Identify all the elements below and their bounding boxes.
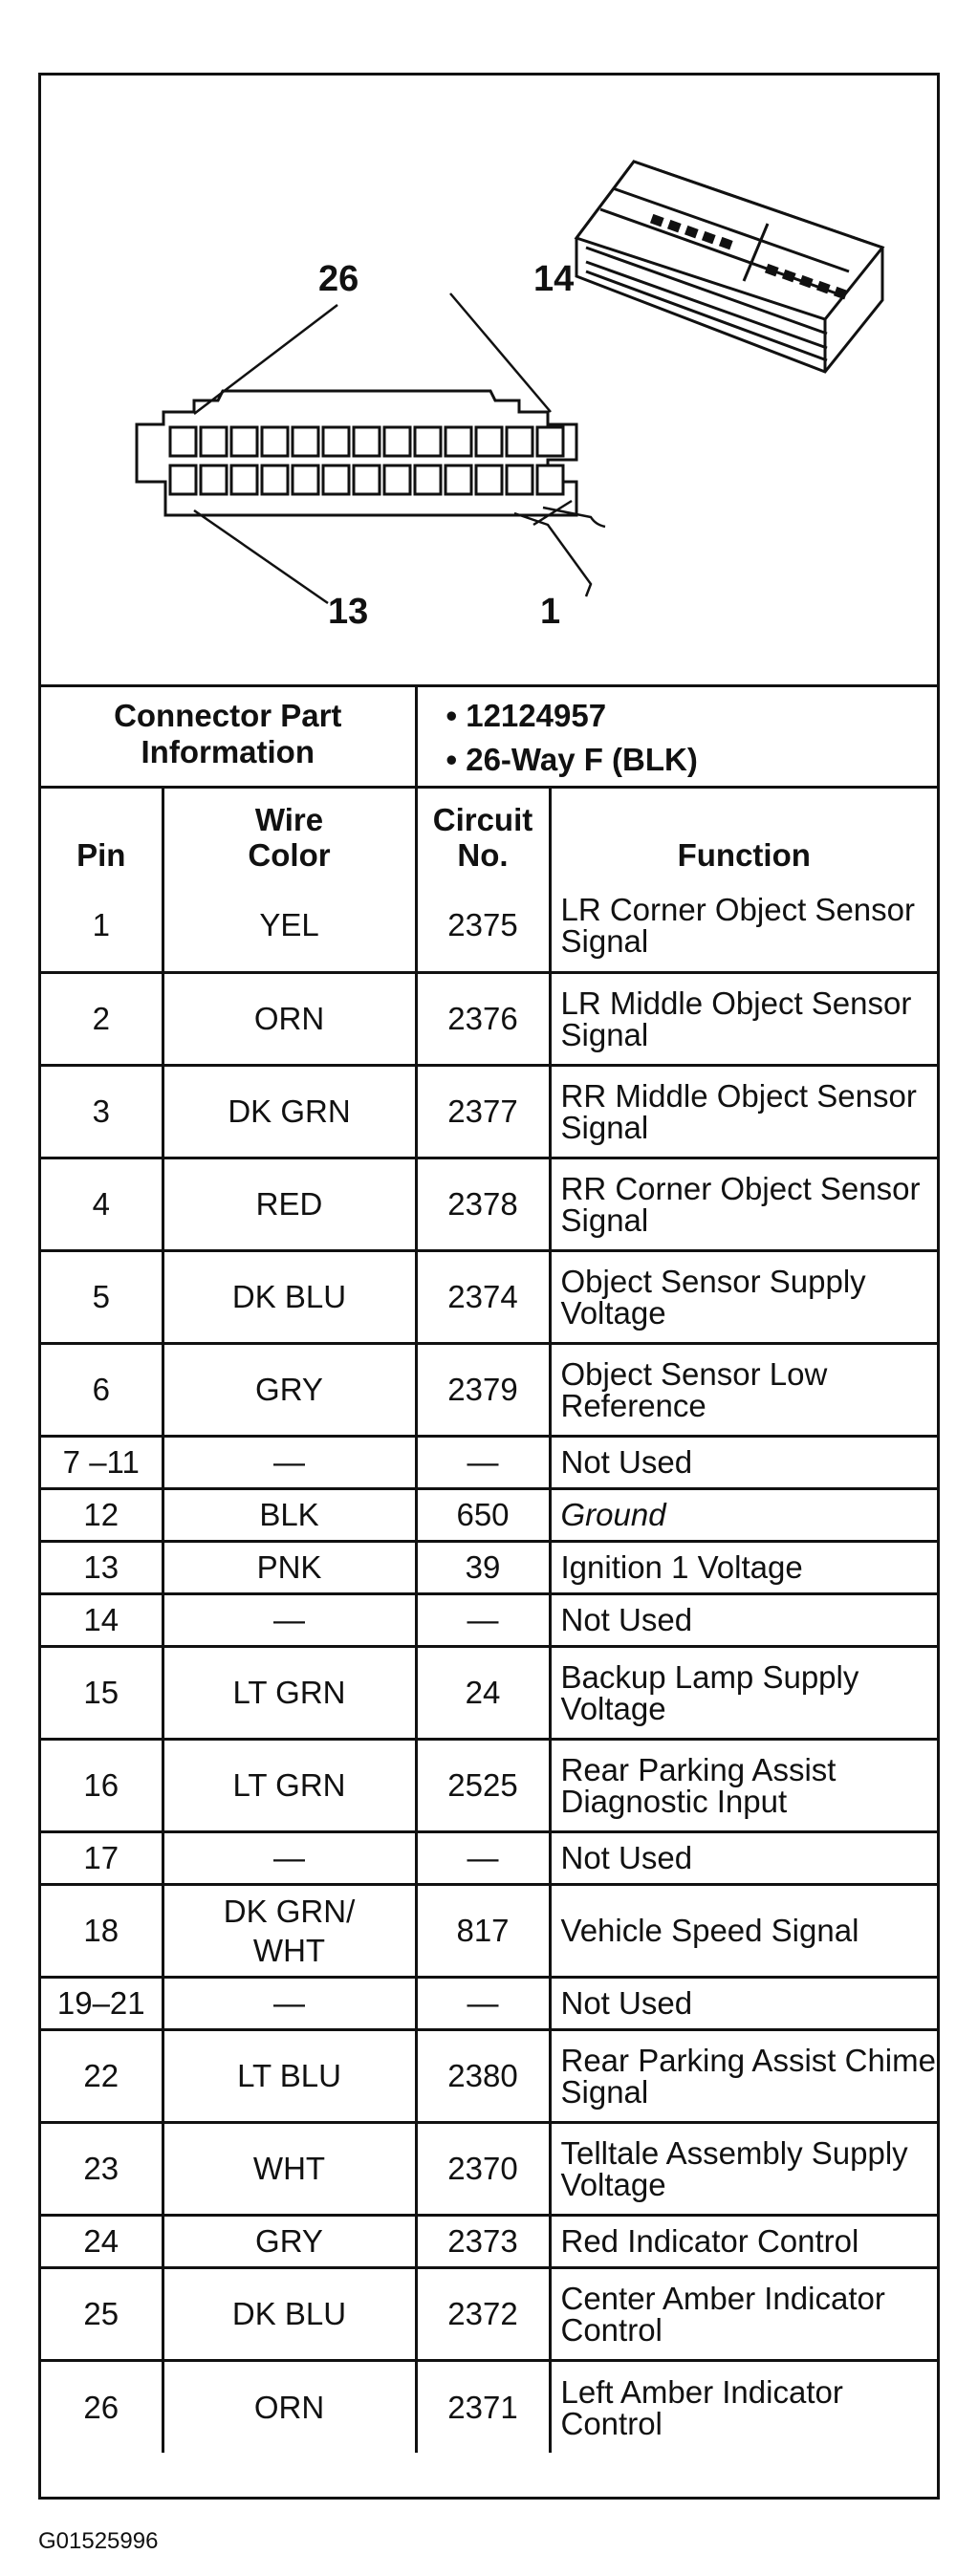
circuit-cell: 2377 (416, 1065, 550, 1158)
pin-callout-1: 1 (540, 592, 561, 632)
connector-cavity (537, 427, 563, 456)
connector-cavity (231, 465, 257, 494)
wire-color-cell: GRY (163, 1343, 416, 1436)
table-row (41, 1593, 937, 1646)
part-number: • 12124957 (446, 698, 607, 733)
wire-color-cell: LT BLU (163, 2029, 416, 2122)
function-cell: LR Middle Object Sensor Signal (550, 972, 937, 1065)
wire-color-cell: RED (163, 1158, 416, 1250)
connector-cavity (201, 427, 227, 456)
table-row (41, 1739, 937, 1831)
connector-info-label (41, 684, 416, 787)
pin-cell: 2 (41, 972, 163, 1065)
pin-callout-13: 13 (328, 592, 369, 632)
pin-cell: 19–21 (41, 1977, 163, 2029)
circuit-cell: 2379 (416, 1343, 550, 1436)
circuit-cell: 2380 (416, 2029, 550, 2122)
connector-cavity (170, 427, 196, 456)
circuit-cell: 2371 (416, 2360, 550, 2453)
table-row (41, 1977, 937, 2029)
table-row (41, 972, 937, 1065)
connector-cavity (201, 465, 227, 494)
pin-cell: 12 (41, 1488, 163, 1541)
function-cell: Rear Parking Assist Diagnostic Input (550, 1739, 937, 1831)
connector-info-values (416, 684, 937, 787)
pin-cell: 4 (41, 1158, 163, 1250)
pin-cell: 25 (41, 2267, 163, 2360)
connector-3d-view (576, 162, 882, 372)
circuit-cell: — (416, 1977, 550, 2029)
connector-cavity (537, 465, 563, 494)
function-cell: Not Used (550, 1436, 937, 1488)
wire-color-cell: YEL (163, 879, 416, 972)
connector-cavity (323, 427, 349, 456)
circuit-cell: 650 (416, 1488, 550, 1541)
pinout-table (41, 684, 937, 2453)
table-row (41, 1646, 937, 1739)
function-cell: Red Indicator Control (550, 2215, 937, 2267)
connector-cavity (293, 465, 318, 494)
pin-cell: 6 (41, 1343, 163, 1436)
connector-cavity (384, 465, 410, 494)
function-cell: Ground (550, 1488, 937, 1541)
wire-color-cell: — (163, 1436, 416, 1488)
function-cell: Backup Lamp Supply Voltage (550, 1646, 937, 1739)
pin-cell: 26 (41, 2360, 163, 2453)
circuit-cell: 2378 (416, 1158, 550, 1250)
function-cell: Left Amber Indicator Control (550, 2360, 937, 2453)
wire-color-cell: LT GRN (163, 1739, 416, 1831)
function-cell: Ignition 1 Voltage (550, 1541, 937, 1593)
wire-color-cell: PNK (163, 1541, 416, 1593)
circuit-cell: — (416, 1436, 550, 1488)
connector-info-row (41, 684, 937, 787)
connector-cavity (446, 465, 471, 494)
connector-cavity (446, 427, 471, 456)
function-cell: Object Sensor Supply Voltage (550, 1250, 937, 1343)
wire-color-cell: LT GRN (163, 1646, 416, 1739)
pin-cell: 1 (41, 879, 163, 972)
info-label-line2: Information (141, 733, 315, 769)
connector-cavity (170, 465, 196, 494)
function-cell: LR Corner Object Sensor Signal (550, 879, 937, 972)
connector-cavity (415, 427, 441, 456)
pin-cell: 15 (41, 1646, 163, 1739)
table-row (41, 1436, 937, 1488)
table-row (41, 2122, 937, 2215)
connector-cavity (293, 427, 318, 456)
table-row (41, 1343, 937, 1436)
figure-id: G01525996 (38, 2528, 159, 2554)
circuit-cell: 2370 (416, 2122, 550, 2215)
info-label-line1: Connector Part (114, 698, 342, 733)
pin-callout-26: 26 (318, 259, 359, 299)
function-cell: Not Used (550, 1977, 937, 2029)
pin-cell: 14 (41, 1593, 163, 1646)
function-cell: Object Sensor Low Reference (550, 1343, 937, 1436)
pin-cell: 22 (41, 2029, 163, 2122)
table-row (41, 2029, 937, 2122)
header-function: Function (550, 787, 937, 879)
header-pin: Pin (41, 787, 163, 879)
connector-illustration (41, 76, 937, 684)
connector-cavity (476, 427, 502, 456)
circuit-cell: 2376 (416, 972, 550, 1065)
wire-color-cell: — (163, 1831, 416, 1884)
pin-cell: 13 (41, 1541, 163, 1593)
connector-cavity (354, 427, 380, 456)
circuit-cell: 2525 (416, 1739, 550, 1831)
table-row (41, 2267, 937, 2360)
function-cell: Telltale Assembly Supply Voltage (550, 2122, 937, 2215)
pin-cell: 23 (41, 2122, 163, 2215)
circuit-cell: 39 (416, 1541, 550, 1593)
connector-description: • 26-Way F (BLK) (446, 741, 698, 777)
circuit-cell: 2374 (416, 1250, 550, 1343)
pin-cell: 7 –11 (41, 1436, 163, 1488)
wire-color-cell: GRY (163, 2215, 416, 2267)
wire-color-cell: DK GRN/ WHT (163, 1884, 416, 1977)
connector-cavity (415, 465, 441, 494)
table-row (41, 1884, 937, 1977)
connector-cavity (323, 465, 349, 494)
connector-frame (38, 73, 940, 2500)
function-cell: RR Corner Object Sensor Signal (550, 1158, 937, 1250)
wire-color-cell: ORN (163, 972, 416, 1065)
function-cell: Not Used (550, 1831, 937, 1884)
connector-cavity (384, 427, 410, 456)
table-row (41, 1488, 937, 1541)
header-circuit: Circuit No. (416, 787, 550, 879)
pin-cell: 17 (41, 1831, 163, 1884)
table-row (41, 1158, 937, 1250)
column-header-row (41, 787, 937, 879)
wire-color-cell: WHT (163, 2122, 416, 2215)
function-cell: Center Amber Indicator Control (550, 2267, 937, 2360)
circuit-cell: 2375 (416, 879, 550, 972)
function-cell: Not Used (550, 1593, 937, 1646)
connector-diagram (41, 76, 937, 687)
connector-cavity (507, 427, 532, 456)
circuit-cell: — (416, 1593, 550, 1646)
circuit-cell: 2373 (416, 2215, 550, 2267)
wire-color-cell: BLK (163, 1488, 416, 1541)
circuit-cell: — (416, 1831, 550, 1884)
table-row (41, 1541, 937, 1593)
pin-callout-14: 14 (533, 259, 575, 299)
pin-cell: 3 (41, 1065, 163, 1158)
wire-color-cell: — (163, 1593, 416, 1646)
pin-cell: 18 (41, 1884, 163, 1977)
function-cell: Vehicle Speed Signal (550, 1884, 937, 1977)
pin-cell: 24 (41, 2215, 163, 2267)
wire-color-cell: ORN (163, 2360, 416, 2453)
connector-cavity (262, 465, 288, 494)
circuit-cell: 817 (416, 1884, 550, 1977)
connector-cavity (262, 427, 288, 456)
function-cell: RR Middle Object Sensor Signal (550, 1065, 937, 1158)
table-row (41, 2360, 937, 2453)
connector-cavity (507, 465, 532, 494)
connector-cavity (231, 427, 257, 456)
wire-color-cell: DK GRN (163, 1065, 416, 1158)
circuit-cell: 24 (416, 1646, 550, 1739)
table-row (41, 2215, 937, 2267)
header-wire-color: Wire Color (163, 787, 416, 879)
wire-color-cell: DK BLU (163, 2267, 416, 2360)
connector-cavity (354, 465, 380, 494)
table-row (41, 1831, 937, 1884)
pin-cell: 5 (41, 1250, 163, 1343)
circuit-cell: 2372 (416, 2267, 550, 2360)
wire-color-cell: — (163, 1977, 416, 2029)
wire-color-cell: DK BLU (163, 1250, 416, 1343)
table-row (41, 1250, 937, 1343)
pin-cell: 16 (41, 1739, 163, 1831)
function-cell: Rear Parking Assist Chime Signal (550, 2029, 937, 2122)
table-row (41, 879, 937, 972)
connector-cavity (476, 465, 502, 494)
table-row (41, 1065, 937, 1158)
